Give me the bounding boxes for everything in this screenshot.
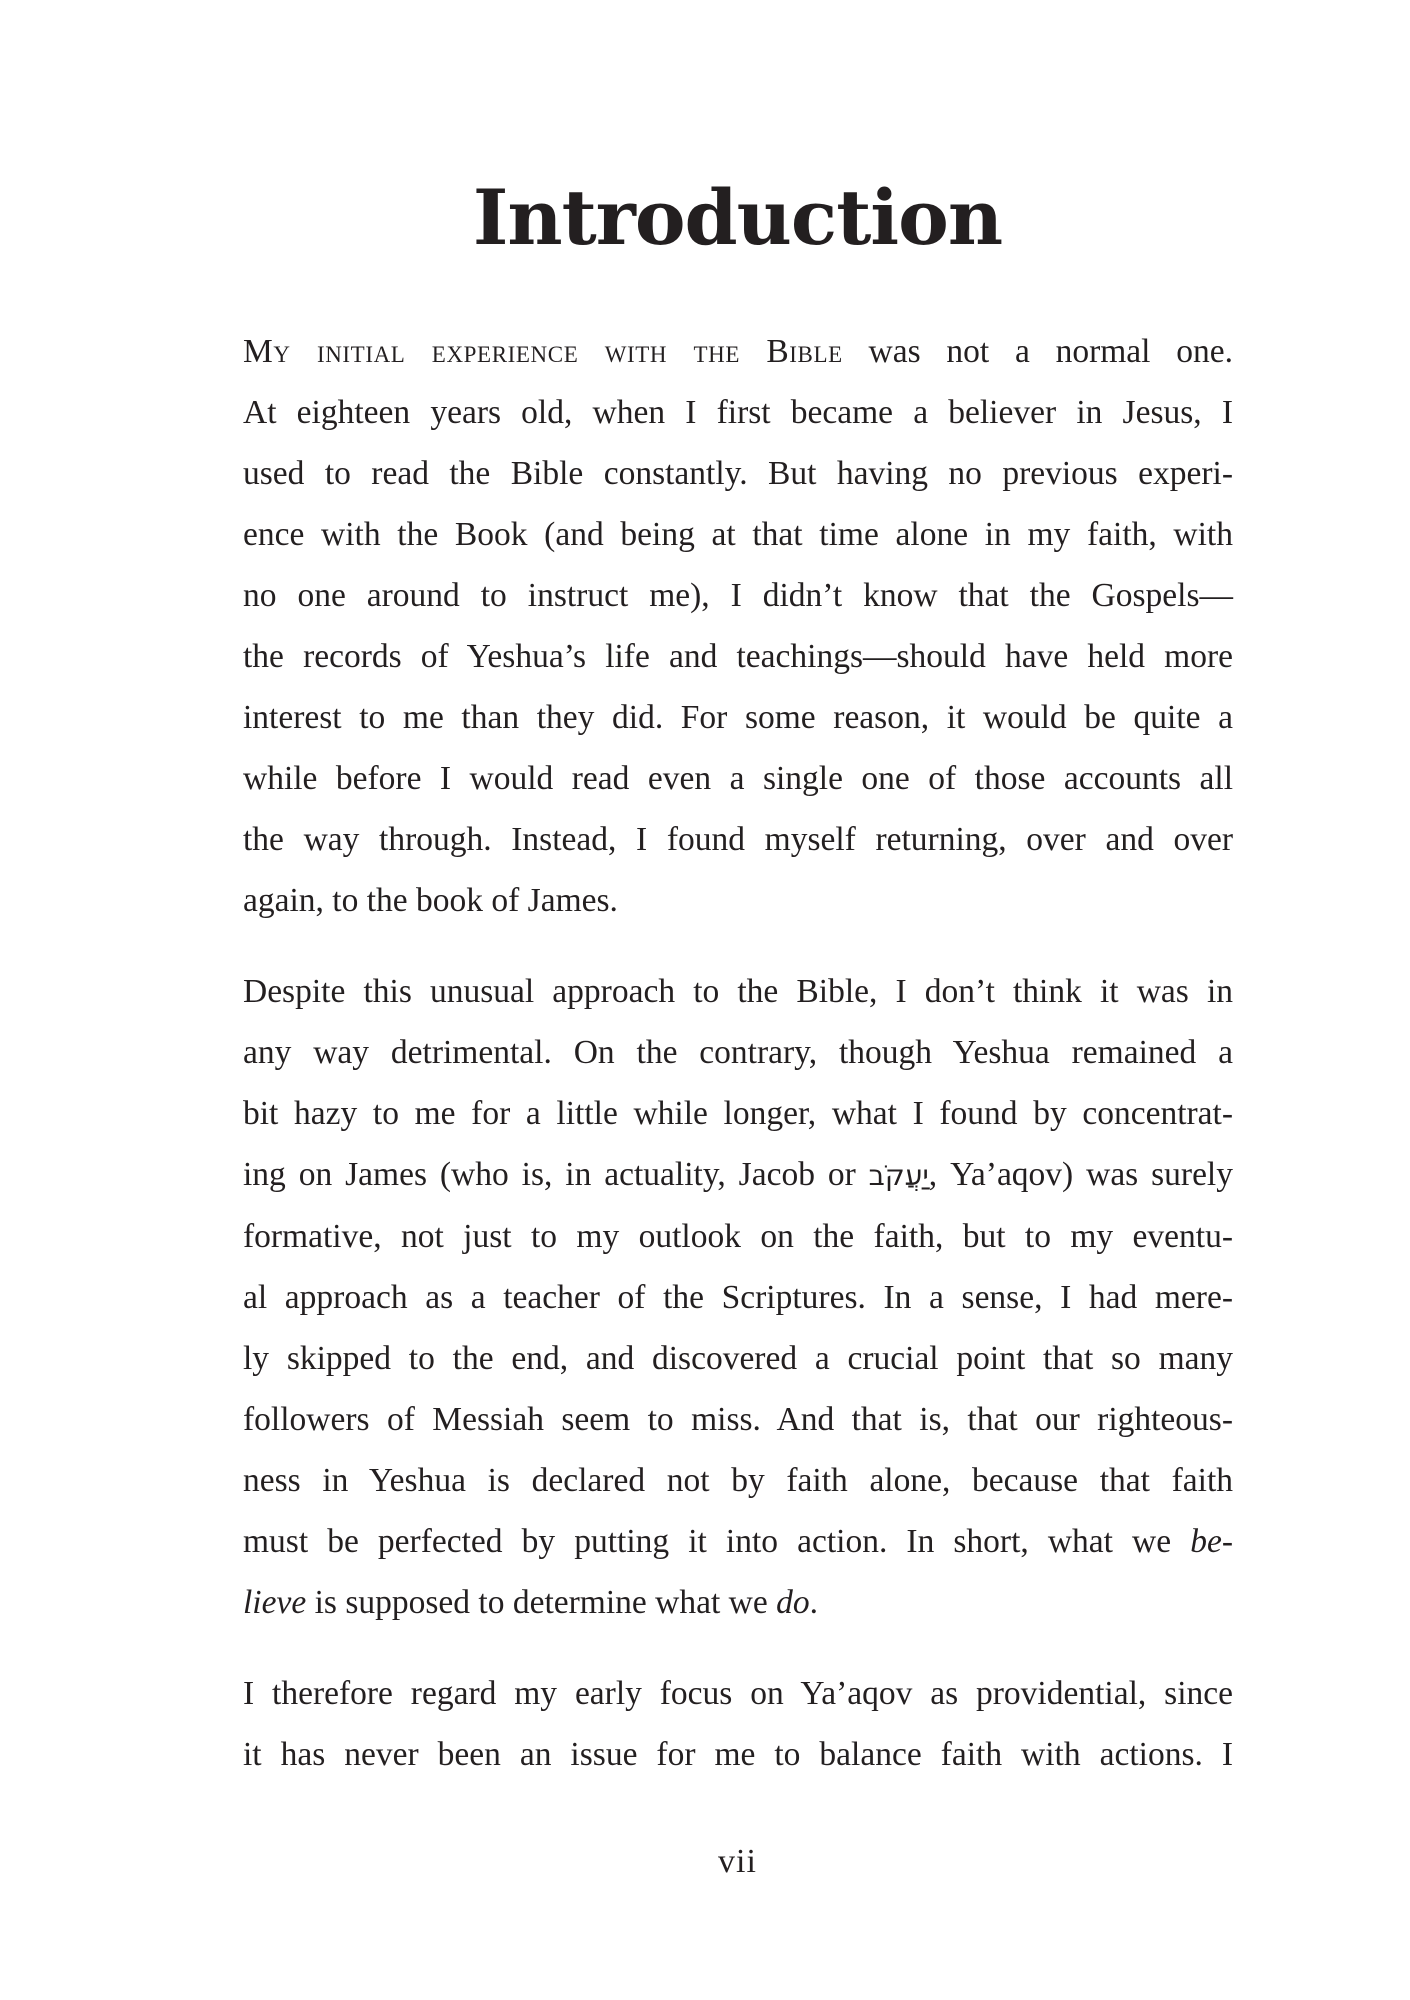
text-line: lieve is supposed to determine what we do. — [243, 1584, 818, 1621]
text-line: the way through. Instead, I found myself returning, over and over — [243, 821, 1233, 858]
text-line: interest to me than they did. For some reason, it would be quite a — [243, 699, 1233, 736]
text-line: ence with the Book (and being at that time alone in my faith, with — [243, 516, 1233, 553]
text-line: followers of Messiah seem to miss. And that is, that our righteous- — [243, 1401, 1233, 1438]
paragraph-2 — [243, 961, 1233, 1633]
text-line: the records of Yeshua’s life and teachings—should have held more — [243, 638, 1233, 675]
text-line: while before I would read even a single one of those accounts all — [243, 760, 1233, 797]
text-line: At eighteen years old, when I first became a believer in Jesus, I — [243, 394, 1233, 431]
text-line: no one around to instruct me), I didn’t know that the Gospels— — [243, 577, 1233, 614]
text-line: ness in Yeshua is declared not by faith alone, because that faith — [243, 1462, 1233, 1499]
text-line: Despite this unusual approach to the Bible, I don’t think it was in — [243, 973, 1233, 1010]
hebrew-word: יַעֲקֹב — [868, 1159, 929, 1192]
text-line: used to read the Bible constantly. But having no previous experi- — [243, 455, 1233, 492]
page-number: vii — [718, 1843, 757, 1880]
italic-word: do — [776, 1584, 810, 1621]
text-line: al approach as a teacher of the Scriptures. In a sense, I had mere- — [243, 1279, 1233, 1316]
text-line: any way detrimental. On the contrary, though Yeshua remained a — [243, 1034, 1233, 1071]
text-line: My initial experience with the Bible was not a normal one. — [243, 333, 1233, 370]
italic-word: be- — [1190, 1523, 1233, 1560]
italic-word: lieve — [243, 1584, 307, 1621]
text-line: ly skipped to the end, and discovered a crucial point that so many — [243, 1340, 1233, 1377]
text-line: it has never been an issue for me to balance faith with actions. I — [243, 1736, 1233, 1773]
chapter-title: Introduction — [472, 173, 1003, 262]
paragraph-3 — [243, 1663, 1233, 1785]
text-line: again, to the book of James. — [243, 882, 618, 919]
body-text — [243, 321, 1233, 1785]
paragraph-1 — [243, 321, 1233, 931]
text-line: ing on James (who is, in actuality, Jacob or יַעֲקֹב, Ya’aqov) was surely — [243, 1156, 1233, 1193]
text-line: bit hazy to me for a little while longer, what I found by concentrat- — [243, 1095, 1233, 1132]
lead-in-smallcaps: My initial experience with the Bible — [243, 333, 843, 370]
text-line: must be perfected by putting it into action. In short, what we be- — [243, 1523, 1233, 1560]
text-line: I therefore regard my early focus on Ya’aqov as providential, since — [243, 1675, 1233, 1712]
text-line: formative, not just to my outlook on the faith, but to my eventu- — [243, 1218, 1233, 1255]
